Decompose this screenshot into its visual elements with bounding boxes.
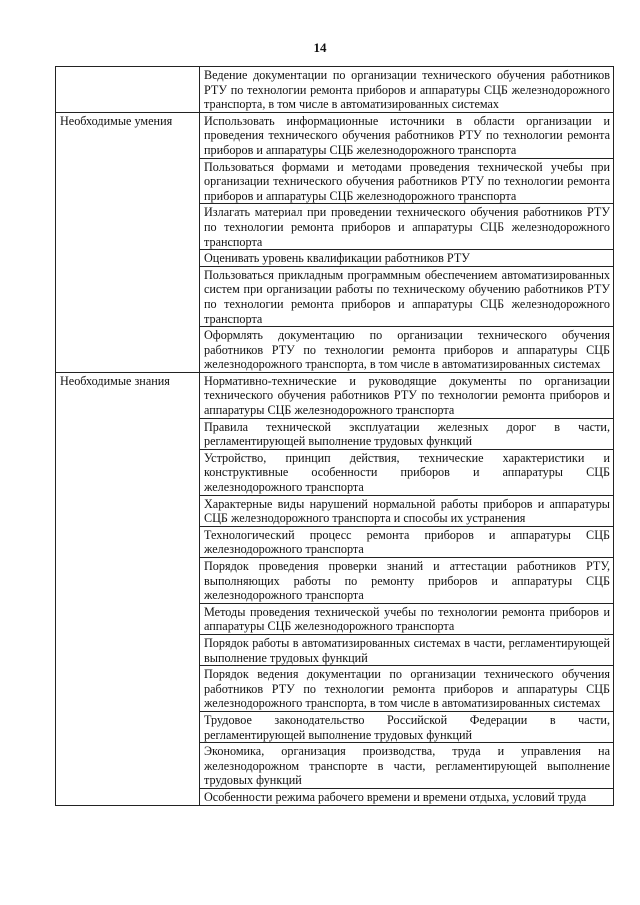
knowledge-text: Устройство, принцип действия, технические характеристики и конструктивные особенности приборов и аппаратуры СЦБ железнодорожного транспорта	[200, 449, 614, 495]
knowledge-text: Правила технической эксплуатации железных дорог в части, регламентирующей выполнение трудовых функций	[200, 418, 614, 449]
knowledge-text: Нормативно-технические и руководящие документы по организации технического обучения работников РТУ по технологии ремонта приборов и аппаратуры СЦБ железнодорожного транспорта	[200, 372, 614, 418]
knowledge-text: Особенности режима рабочего времени и времени отдыха, условий труда	[200, 788, 614, 805]
skill-text: Оценивать уровень квалификации работников РТУ	[200, 250, 614, 267]
knowledge-text: Трудовое законодательство Российской Федерации в части, регламентирующей выполнение трудовых функций	[200, 711, 614, 742]
knowledge-text: Порядок проведения проверки знаний и аттестации работников РТУ, выполняющих работы по ремонту приборов и аппаратуры СЦБ железнодорожного транспорта	[200, 558, 614, 604]
skill-text: Оформлять документацию по организации технического обучения работников РТУ по технологии ремонта приборов и аппаратуры СЦБ железнодорожного транспорта, в том числе в автоматизированных системах	[200, 327, 614, 373]
skill-text: Излагать материал при проведении технического обучения работников РТУ по технологии ремонта приборов и аппаратуры СЦБ железнодорожного транспорта	[200, 204, 614, 250]
skills-section-label: Необходимые умения	[56, 112, 200, 372]
skill-text: Пользоваться формами и методами проведения технической учебы при организации технического обучения работников РТУ по технологии ремонта приборов и аппаратуры СЦБ железнодорожного транспорта	[200, 158, 614, 204]
knowledge-text: Технологический процесс ремонта приборов и аппаратуры СЦБ железнодорожного транспорта	[200, 526, 614, 557]
knowledge-text: Экономика, организация производства, труда и управления на железнодорожном транспорте в части, регламентирующей выполнение трудовых функций	[200, 743, 614, 789]
requirement-text: Ведение документации по организации технического обучения работников РТУ по технологии ремонта приборов и аппаратуры СЦБ железнодорожного транспорта, в том числе в автоматизированных системах	[200, 67, 614, 113]
requirements-table	[55, 66, 614, 806]
row-label-cell	[56, 67, 200, 113]
table-row	[56, 67, 614, 113]
requirements-table-body	[56, 67, 614, 806]
knowledge-text: Порядок ведения документации по организации технического обучения работников РТУ по технологии ремонта приборов и аппаратуры СЦБ железнодорожного транспорта, в том числе в автоматизированных системах	[200, 666, 614, 712]
table-row	[56, 112, 614, 158]
page-number: 14	[313, 40, 327, 55]
table-row	[56, 372, 614, 418]
knowledge-section-label: Необходимые знания	[56, 372, 200, 805]
knowledge-text: Порядок работы в автоматизированных системах в части, регламентирующей выполнение трудовых функций	[200, 634, 614, 665]
knowledge-text: Характерные виды нарушений нормальной работы приборов и аппаратуры СЦБ железнодорожного транспорта и способы их устранения	[200, 495, 614, 526]
skill-text: Пользоваться прикладным программным обеспечением автоматизированных систем при организации работы по техническому обучению работников РТУ по технологии ремонта приборов и аппаратуры СЦБ железнодорожного транспорта	[200, 266, 614, 326]
skill-text: Использовать информационные источники в области организации и проведения технического обучения работников РТУ по технологии ремонта приборов и аппаратуры СЦБ железнодорожного транспорта	[200, 112, 614, 158]
knowledge-text: Методы проведения технической учебы по технологии ремонта приборов и аппаратуры СЦБ железнодорожного транспорта	[200, 603, 614, 634]
